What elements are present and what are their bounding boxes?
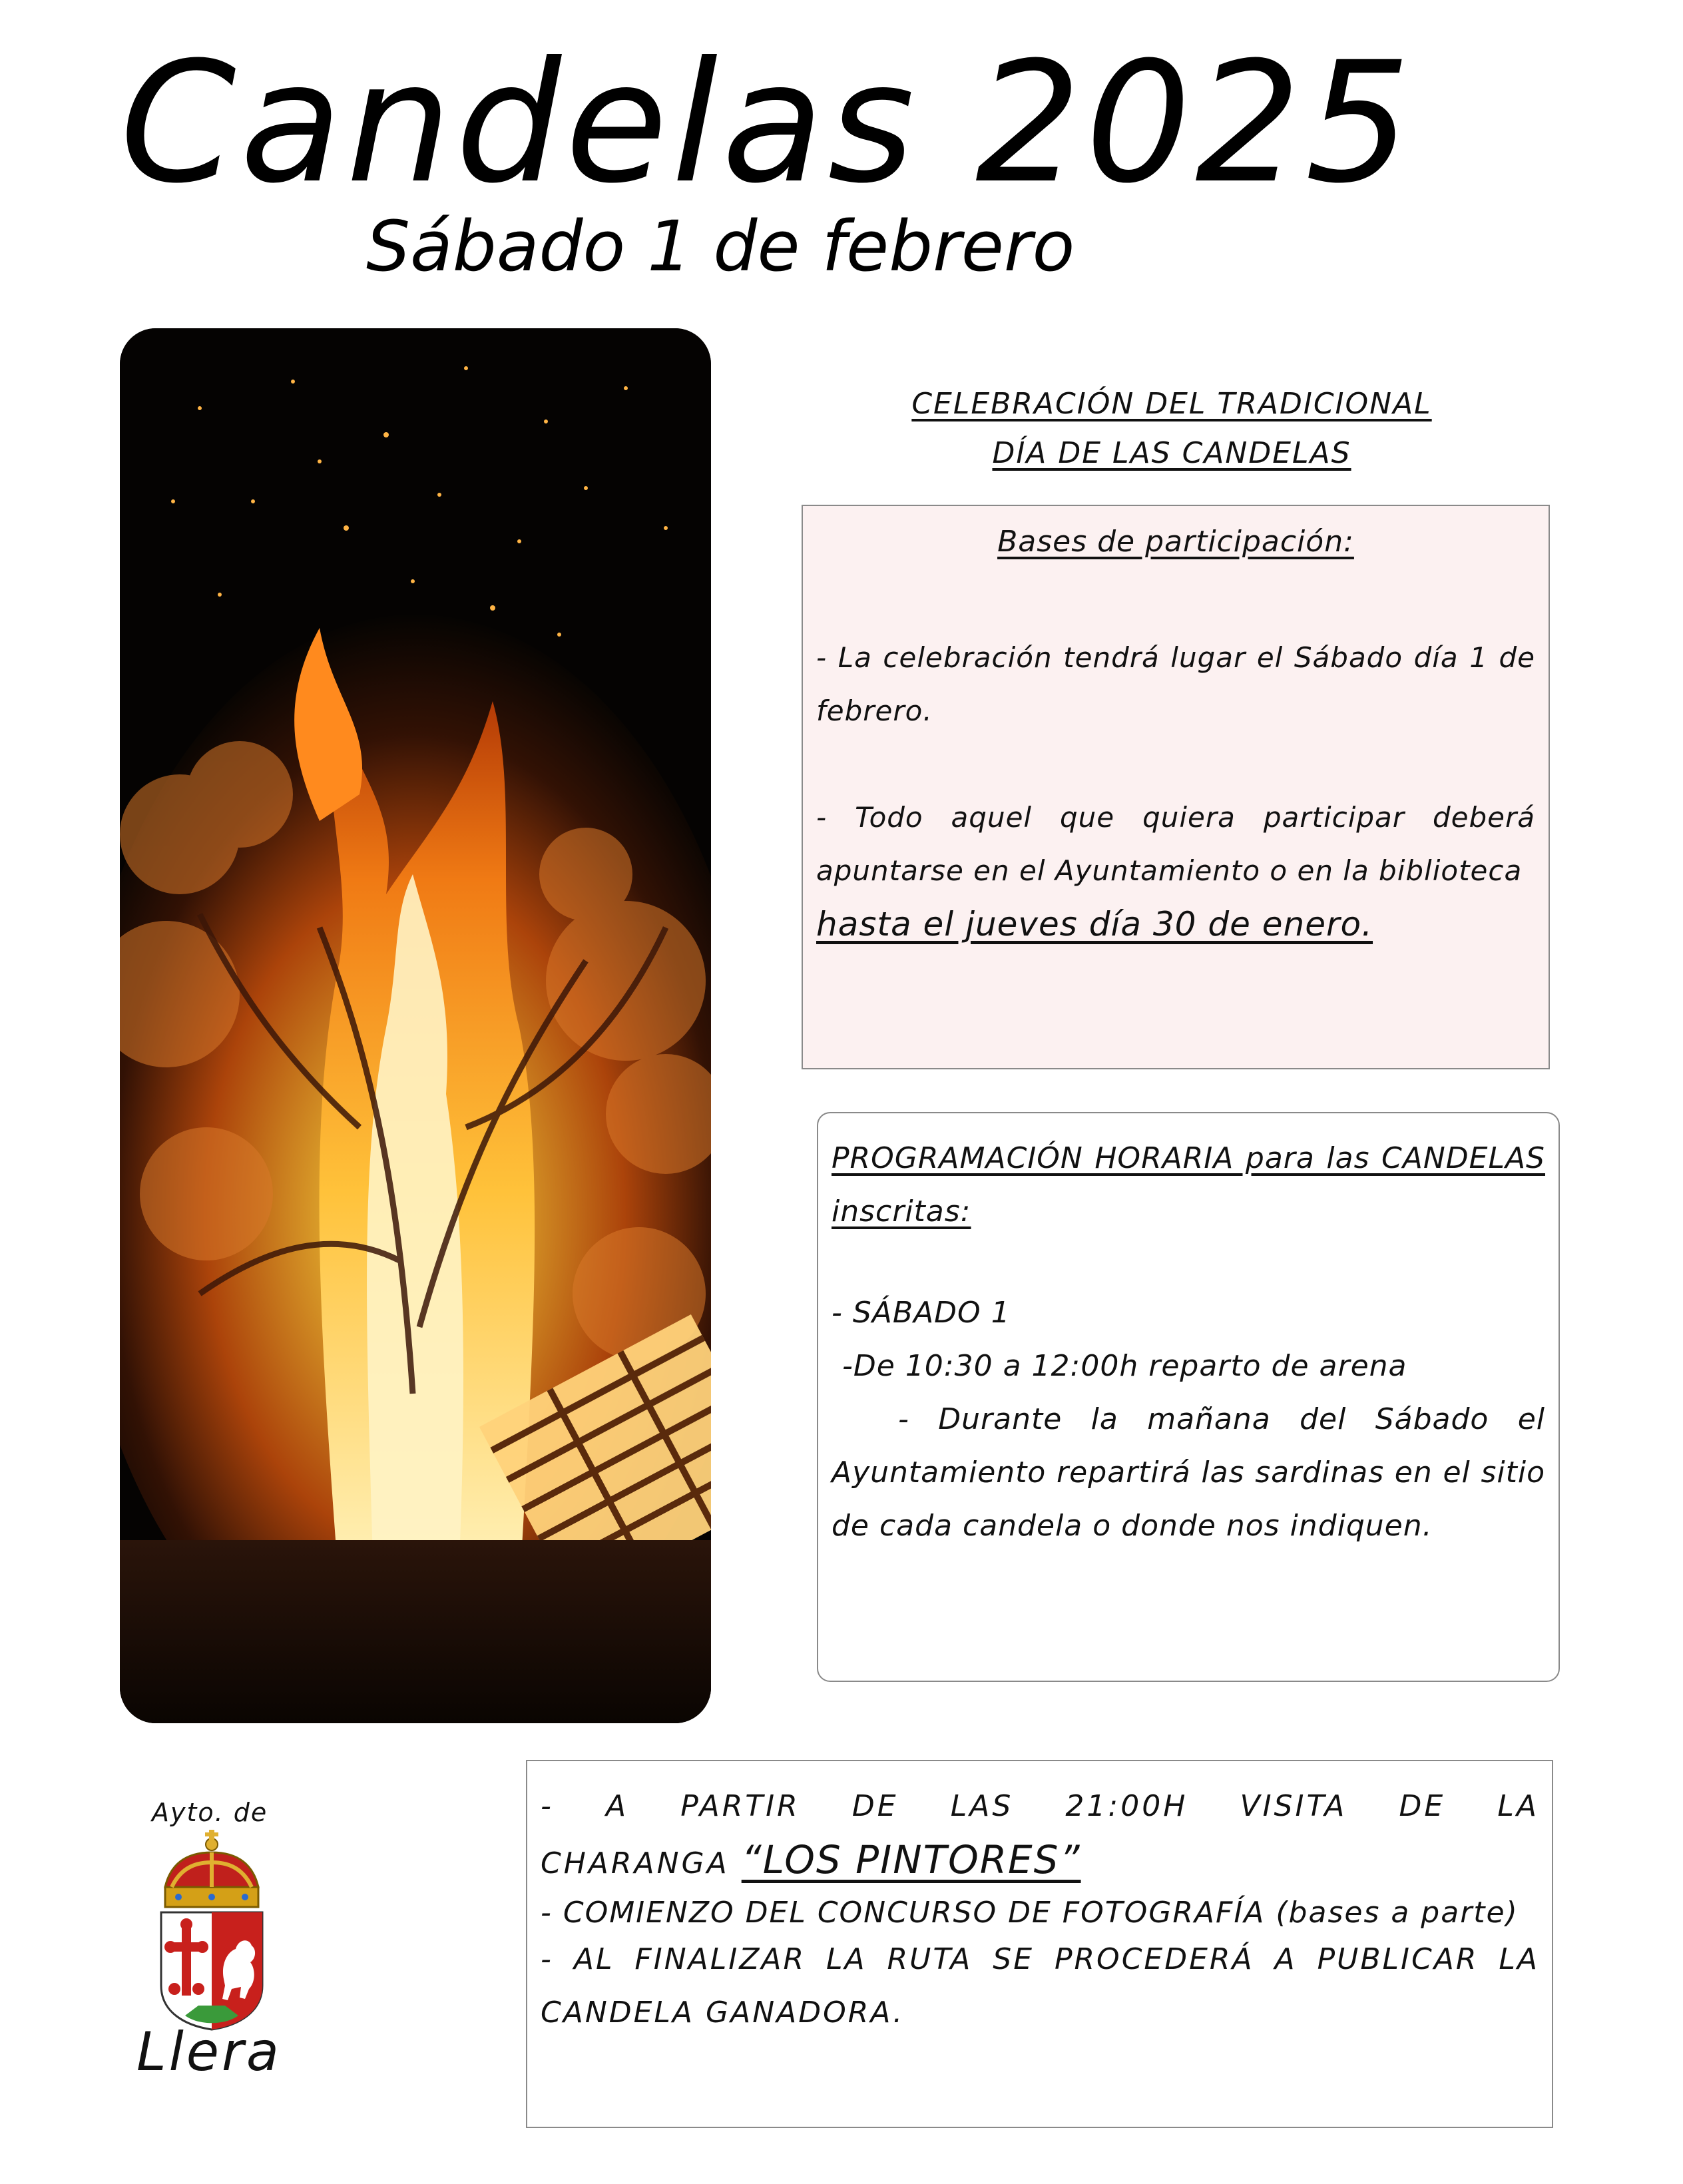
rule-registration-text: - Todo aquel que quiera participar deberá apuntarse en el Ayuntamiento o en la biblioteca — [816, 801, 1535, 887]
participation-rules-title: Bases de participación: — [997, 525, 1354, 559]
schedule-sardines: - Durante la mañana del Sábado el Ayuntamiento repartirá las sardinas en el sitio de cada candela o donde nos indiquen. — [832, 1402, 1545, 1543]
bonfire-photo — [120, 328, 711, 1723]
charanga-name: “LOS PINTORES” — [741, 1837, 1081, 1882]
celebration-heading — [845, 380, 1498, 478]
participation-rules-box — [802, 505, 1550, 1069]
charanga-line — [541, 1833, 1539, 1890]
winner-announcement: - AL FINALIZAR LA RUTA SE PROCEDERÁ A PUBLICAR LA CANDELA GANADORA. — [541, 1942, 1539, 2030]
poster-date: Sábado 1 de febrero — [366, 206, 1075, 287]
charanga-label: CHARANGA — [541, 1846, 730, 1880]
charanga-visit: - A PARTIR DE LAS 21:00H VISITA DE LA — [541, 1789, 1539, 1823]
schedule-title: PROGRAMACIÓN HORARIA para las CANDELAS inscritas: — [832, 1141, 1545, 1228]
schedule-box — [817, 1112, 1560, 1682]
schedule-day: - SÁBADO 1 — [832, 1296, 1011, 1330]
poster-title: Candelas 2025 — [120, 26, 1415, 220]
photo-contest-start: - COMIENZO DEL CONCURSO DE FOTOGRAFÍA (bases a parte) — [541, 1896, 1519, 1930]
town-hall-prefix: Ayto. de — [152, 1798, 268, 1827]
evening-program-box — [526, 1760, 1553, 2128]
heading-line-2: DÍA DE LAS CANDELAS — [992, 436, 1351, 470]
bonfire-illustration — [120, 328, 711, 1723]
rule-registration — [816, 791, 1535, 953]
rule-date: - La celebración tendrá lugar el Sábado día 1 de febrero. — [816, 641, 1535, 727]
registration-deadline: hasta el jueves día 30 de enero. — [816, 905, 1373, 944]
schedule-sand: -De 10:30 a 12:00h reparto de arena — [842, 1349, 1407, 1383]
coat-of-arms-icon — [152, 1826, 272, 2031]
heading-line-1: CELEBRACIÓN DEL TRADICIONAL — [911, 387, 1432, 421]
town-name: Llera — [136, 2021, 282, 2083]
